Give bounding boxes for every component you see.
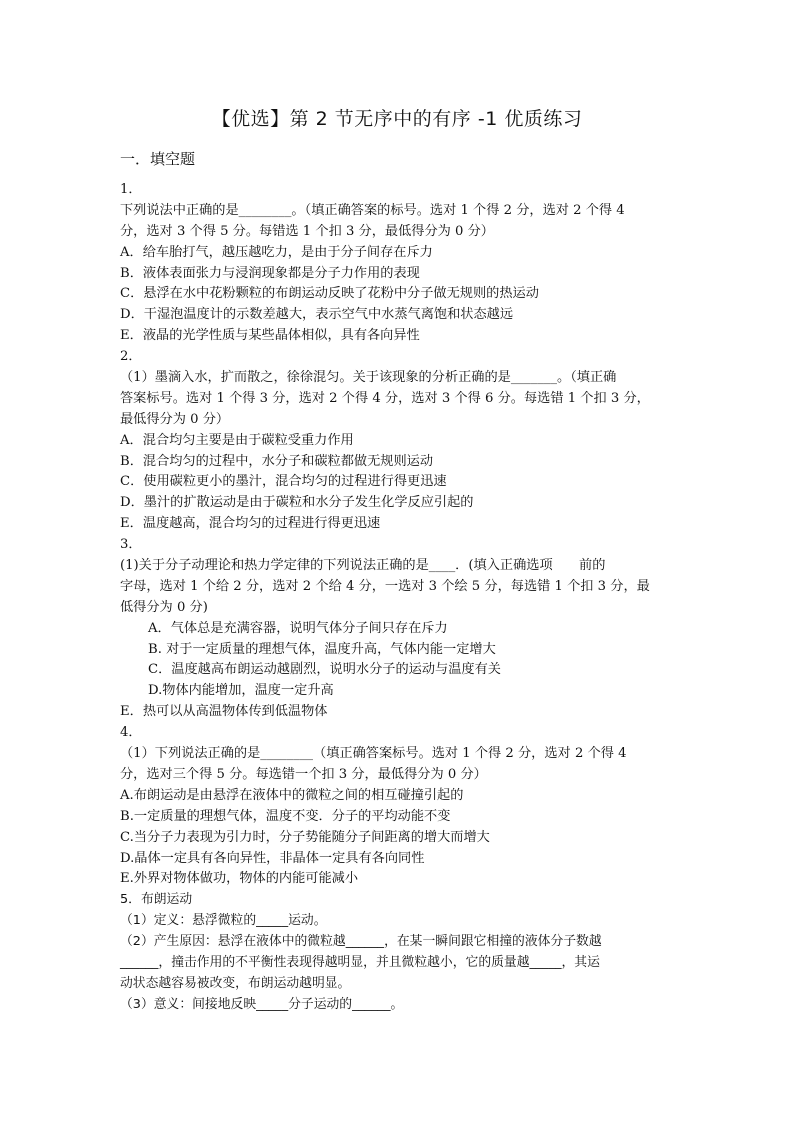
question-stem-line: （3）意义：间接地反映_____分子运动的______。 bbox=[120, 996, 404, 1012]
option-b: B.一定质量的理想气体，温度不变．分子的平均动能不变 bbox=[120, 808, 451, 824]
page-title: 【优选】第 2 节无序中的有序 -1 优质练习 bbox=[211, 108, 583, 130]
question-heading: 5．布朗运动 bbox=[120, 892, 193, 908]
question-3 bbox=[120, 535, 680, 723]
question-stem-line: 分，选对 3 个得 5 分。每错选 1 个扣 3 分，最低得分为 0 分） bbox=[120, 223, 494, 239]
option-c: C.当分子力表现为引力时，分子势能随分子间距离的增大而增大 bbox=[120, 829, 490, 845]
question-5 bbox=[120, 890, 680, 1015]
option-e: E．热可以从高温物体传到低温物体 bbox=[120, 704, 328, 720]
option-a: A．混合均匀主要是由于碳粒受重力作用 bbox=[120, 432, 354, 448]
option-d: D.晶体一定具有各向异性，非晶体一定具有各向同性 bbox=[120, 850, 425, 866]
question-stem-line: （2）产生原因：悬浮在液体中的微粒越______，在某一瞬间跟它相撞的液体分子数越 bbox=[120, 934, 602, 950]
option-d: D.物体内能增加，温度一定升高 bbox=[148, 683, 334, 699]
option-e: E.外界对物体做功，物体的内能可能减小 bbox=[120, 871, 359, 887]
option-b: B. 对于一定质量的理想气体，温度升高，气体内能一定增大 bbox=[148, 641, 496, 657]
question-number: 1． bbox=[120, 182, 142, 197]
question-stem-line: 下列说法中正确的是________。（填正确答案的标号。选对 1 个得 2 分，选对 2 个得 4 bbox=[120, 202, 625, 218]
question-stem-line: 动状态越容易被改变，布朗运动越明显。 bbox=[120, 975, 351, 991]
question-stem-line: 答案标号。选对 1 个得 3 分，选对 2 个得 4 分，选对 3 个得 6 分。每选错 1 个扣 3 分， bbox=[120, 390, 650, 406]
option-c: C．温度越高布朗运动越剧烈，说明水分子的运动与温度有关 bbox=[148, 662, 501, 678]
option-e: E．温度越高，混合均匀的过程进行得更迅速 bbox=[120, 516, 381, 532]
question-number: 2． bbox=[120, 349, 142, 365]
question-stem-line: 字母，选对 1 个给 2 分，选对 2 个给 4 分，一选对 3 个绘 5 分，每选错 1 个扣 3 分，最 bbox=[120, 578, 650, 594]
question-1 bbox=[120, 180, 680, 347]
option-e: E．液晶的光学性质与某些晶体相似，具有各向异性 bbox=[120, 328, 420, 344]
question-stem-line: (1)关于分子动理论和热力学定律的下列说法正确的是____．(填入正确选项 前的 bbox=[120, 558, 606, 574]
option-d: D．干湿泡温度计的示数差越大，表示空气中水蒸气离饱和状态越远 bbox=[120, 307, 514, 323]
question-number: 4． bbox=[120, 725, 142, 741]
question-stem-line: ______，撞击作用的不平衡性表现得越明显，并且微粒越小，它的质量越_____，其运 bbox=[120, 954, 600, 970]
option-c: C．使用碳粒更小的墨汁，混合均匀的过程进行得更迅速 bbox=[120, 474, 447, 490]
option-c: C．悬浮在水中花粉颗粒的布朗运动反映了花粉中分子做无规则的热运动 bbox=[120, 286, 539, 302]
section-heading: 一．填空题 bbox=[120, 150, 196, 168]
question-stem-line: 分，选对三个得 5 分。每选错一个扣 3 分，最低得分为 0 分） bbox=[120, 766, 487, 782]
option-a: A．气体总是充满容器，说明气体分子间只存在斥力 bbox=[148, 620, 448, 636]
question-stem-line: （1）定义：悬浮微粒的_____运动。 bbox=[120, 913, 327, 929]
option-a: A．给车胎打气，越压越吃力，是由于分子间存在斥力 bbox=[120, 244, 433, 260]
question-stem-line: 低得分为 0 分) bbox=[120, 599, 208, 615]
option-d: D．墨汁的扩散运动是由于碳粒和水分子发生化学反应引起的 bbox=[120, 495, 474, 511]
question-number: 3． bbox=[120, 537, 142, 553]
option-a: A.布朗运动是由悬浮在液体中的微粒之间的相互碰撞引起的 bbox=[120, 787, 464, 803]
question-stem-line: （1）墨滴入水，扩而散之，徐徐混匀。关于该现象的分析正确的是_______。（填正确 bbox=[120, 370, 617, 386]
question-list bbox=[120, 180, 680, 1016]
question-stem-line: （1）下列说法正确的是________（填正确答案标号。选对 1 个得 2 分，选对 2 个得 4 bbox=[120, 746, 627, 762]
question-stem-line: 最低得分为 0 分） bbox=[120, 411, 230, 427]
question-2 bbox=[120, 347, 680, 535]
option-b: B．液体表面张力与浸润现象都是分子力作用的表现 bbox=[120, 265, 420, 281]
option-b: B．混合均匀的过程中，水分子和碳粒都做无规则运动 bbox=[120, 453, 434, 469]
question-4 bbox=[120, 723, 680, 890]
